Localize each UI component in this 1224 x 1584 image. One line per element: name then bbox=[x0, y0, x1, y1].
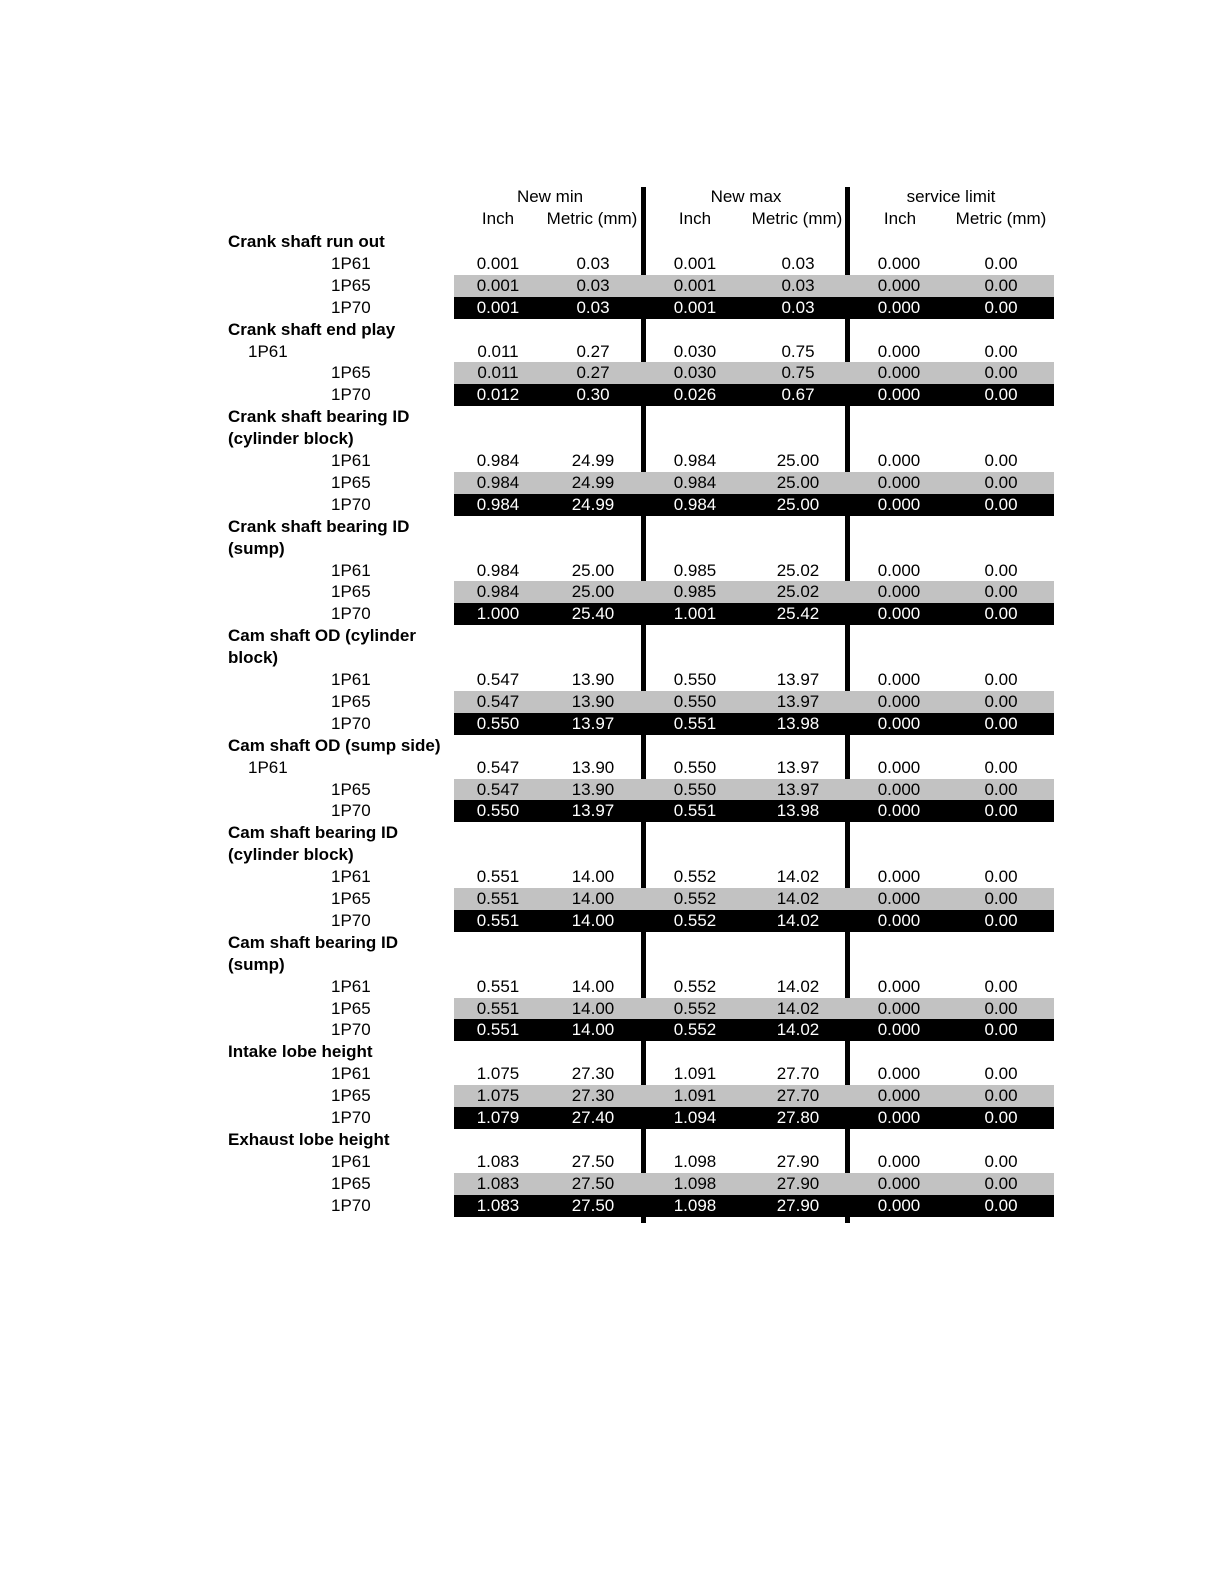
section-title: Crank shaft run out bbox=[228, 232, 385, 251]
value-cell: 27.90 bbox=[776, 1195, 820, 1215]
value-cell: 0.00 bbox=[984, 1151, 1018, 1171]
value-cell: 27.80 bbox=[776, 1108, 820, 1127]
value-cell: 1.079 bbox=[476, 1108, 520, 1127]
value-cell: 14.00 bbox=[571, 910, 615, 930]
value-cell: 0.001 bbox=[673, 297, 717, 317]
value-cell: 0.00 bbox=[984, 691, 1018, 711]
col-header-metric: Metric (mm) bbox=[955, 209, 1047, 228]
value-cell: 0.00 bbox=[984, 253, 1018, 273]
model-label: 1P61 bbox=[331, 451, 371, 470]
value-cell: 0.000 bbox=[877, 604, 921, 624]
value-cell: 0.030 bbox=[673, 363, 717, 383]
value-cell: 0.550 bbox=[476, 713, 520, 733]
table-row bbox=[0, 888, 1224, 910]
value-cell: 0.00 bbox=[984, 889, 1018, 908]
value-cell: 0.552 bbox=[673, 998, 717, 1018]
section-title: Cam shaft OD (sump side) bbox=[228, 735, 441, 755]
model-label: 1P61 bbox=[331, 976, 371, 996]
value-cell: 25.02 bbox=[776, 560, 820, 580]
table-row bbox=[0, 603, 1224, 625]
value-cell: 0.000 bbox=[877, 385, 921, 405]
value-cell: 0.000 bbox=[877, 582, 921, 602]
value-cell: 0.000 bbox=[877, 801, 921, 821]
value-cell: 0.012 bbox=[476, 385, 520, 405]
value-cell: 0.550 bbox=[673, 779, 717, 799]
section-title: Cam shaft bearing ID bbox=[228, 823, 399, 843]
value-cell: 0.001 bbox=[476, 253, 520, 273]
value-cell: 13.97 bbox=[776, 757, 820, 777]
table-row bbox=[0, 560, 1224, 582]
value-cell: 14.00 bbox=[571, 976, 615, 996]
value-cell: 1.094 bbox=[673, 1108, 717, 1127]
value-cell: 0.000 bbox=[877, 757, 921, 777]
model-label: 1P61 bbox=[331, 560, 371, 580]
value-cell: 0.984 bbox=[476, 451, 520, 470]
value-cell: 0.00 bbox=[984, 998, 1018, 1018]
model-label: 1P70 bbox=[331, 385, 371, 405]
value-cell: 14.02 bbox=[776, 998, 820, 1018]
value-cell: 0.000 bbox=[877, 889, 921, 908]
value-cell: 0.00 bbox=[984, 472, 1018, 492]
value-cell: 0.00 bbox=[984, 1108, 1018, 1127]
value-cell: 25.42 bbox=[776, 604, 820, 624]
value-cell: 13.98 bbox=[776, 713, 820, 733]
table-row bbox=[0, 910, 1224, 932]
value-cell: 0.547 bbox=[476, 691, 520, 711]
value-cell: 13.98 bbox=[776, 801, 820, 821]
value-cell: 0.000 bbox=[877, 1086, 921, 1106]
value-cell: 0.00 bbox=[984, 604, 1018, 624]
value-cell: 13.90 bbox=[571, 779, 615, 799]
value-cell: 25.00 bbox=[776, 472, 820, 492]
value-cell: 14.00 bbox=[571, 1020, 615, 1040]
value-cell: 1.083 bbox=[476, 1151, 520, 1171]
value-cell: 1.098 bbox=[673, 1151, 717, 1171]
model-label: 1P70 bbox=[331, 713, 371, 733]
value-cell: 0.551 bbox=[476, 976, 520, 996]
value-cell: 13.97 bbox=[776, 779, 820, 799]
table-row bbox=[0, 362, 1224, 384]
section-title: (cylinder block) bbox=[228, 429, 354, 449]
col-header-inch: Inch bbox=[883, 209, 917, 228]
model-label: 1P65 bbox=[331, 691, 371, 711]
value-cell: 0.000 bbox=[877, 867, 921, 887]
table-row bbox=[0, 1019, 1224, 1041]
value-cell: 0.552 bbox=[673, 867, 717, 887]
value-cell: 0.000 bbox=[877, 691, 921, 711]
col-header-metric: Metric (mm) bbox=[546, 209, 638, 228]
value-cell: 0.00 bbox=[984, 275, 1018, 295]
value-cell: 0.03 bbox=[576, 297, 610, 317]
value-cell: 0.000 bbox=[877, 910, 921, 930]
table-row bbox=[0, 384, 1224, 406]
group-header-service-limit: service limit bbox=[906, 187, 996, 206]
value-cell: 0.551 bbox=[476, 910, 520, 930]
table-row bbox=[0, 800, 1224, 822]
section-title: Exhaust lobe height bbox=[228, 1129, 390, 1149]
model-label: 1P70 bbox=[331, 297, 371, 317]
value-cell: 0.984 bbox=[476, 494, 520, 514]
table-row bbox=[0, 1085, 1224, 1107]
group-header-new-max: New max bbox=[710, 187, 782, 206]
table-row bbox=[0, 757, 1224, 779]
value-cell: 14.02 bbox=[776, 910, 820, 930]
model-label: 1P65 bbox=[331, 998, 371, 1018]
value-cell: 0.984 bbox=[673, 451, 717, 470]
value-cell: 0.030 bbox=[673, 341, 717, 361]
table-row bbox=[0, 1151, 1224, 1173]
model-label: 1P70 bbox=[331, 604, 371, 624]
value-cell: 0.00 bbox=[984, 1020, 1018, 1040]
value-cell: 0.000 bbox=[877, 297, 921, 317]
value-cell: 0.551 bbox=[476, 998, 520, 1018]
value-cell: 0.00 bbox=[984, 363, 1018, 383]
model-label: 1P61 bbox=[331, 1064, 371, 1084]
value-cell: 0.552 bbox=[673, 1020, 717, 1040]
value-cell: 25.02 bbox=[776, 582, 820, 602]
value-cell: 0.001 bbox=[673, 275, 717, 295]
value-cell: 0.011 bbox=[477, 363, 519, 383]
value-cell: 27.50 bbox=[571, 1195, 615, 1215]
value-cell: 0.000 bbox=[877, 976, 921, 996]
model-label: 1P61 bbox=[331, 1151, 371, 1171]
model-label: 1P65 bbox=[331, 1173, 371, 1193]
value-cell: 0.551 bbox=[673, 801, 717, 821]
value-cell: 0.550 bbox=[673, 691, 717, 711]
value-cell: 0.001 bbox=[673, 253, 717, 273]
value-cell: 0.000 bbox=[877, 451, 921, 470]
value-cell: 0.000 bbox=[877, 560, 921, 580]
value-cell: 0.551 bbox=[476, 867, 520, 887]
value-cell: 0.984 bbox=[673, 472, 717, 492]
value-cell: 0.550 bbox=[673, 757, 717, 777]
table-row bbox=[0, 976, 1224, 998]
value-cell: 14.02 bbox=[776, 976, 820, 996]
section-title: (sump) bbox=[228, 538, 285, 558]
table-row bbox=[0, 1107, 1224, 1129]
value-cell: 25.00 bbox=[776, 494, 820, 514]
value-cell: 0.000 bbox=[877, 998, 921, 1018]
value-cell: 0.03 bbox=[576, 275, 610, 295]
value-cell: 27.50 bbox=[571, 1151, 615, 1171]
value-cell: 0.011 bbox=[477, 341, 519, 361]
value-cell: 0.00 bbox=[984, 910, 1018, 930]
table-row bbox=[0, 450, 1224, 472]
value-cell: 1.091 bbox=[673, 1086, 717, 1106]
value-cell: 27.70 bbox=[776, 1086, 820, 1106]
model-label: 1P65 bbox=[331, 275, 371, 295]
model-label: 1P70 bbox=[331, 1108, 371, 1127]
value-cell: 25.00 bbox=[776, 451, 820, 470]
value-cell: 0.551 bbox=[476, 1020, 520, 1040]
table-row bbox=[0, 998, 1224, 1020]
value-cell: 14.00 bbox=[571, 867, 615, 887]
value-cell: 0.551 bbox=[476, 889, 520, 908]
section-title: Crank shaft bearing ID bbox=[228, 407, 410, 427]
value-cell: 0.001 bbox=[476, 297, 520, 317]
section-title: Intake lobe height bbox=[228, 1042, 373, 1062]
value-cell: 14.00 bbox=[571, 998, 615, 1018]
col-header-metric: Metric (mm) bbox=[751, 209, 843, 228]
model-label: 1P70 bbox=[331, 494, 371, 514]
model-label: 1P65 bbox=[331, 472, 371, 492]
model-label: 1P61 bbox=[331, 670, 371, 689]
value-cell: 0.000 bbox=[877, 494, 921, 514]
value-cell: 0.552 bbox=[673, 910, 717, 930]
section-title: Crank shaft end play bbox=[228, 319, 396, 339]
value-cell: 0.552 bbox=[673, 976, 717, 996]
value-cell: 0.000 bbox=[877, 1020, 921, 1040]
section-title: Cam shaft OD (cylinder bbox=[228, 626, 416, 646]
value-cell: 0.000 bbox=[877, 472, 921, 492]
model-label: 1P65 bbox=[331, 363, 371, 383]
table-row bbox=[0, 253, 1224, 275]
value-cell: 0.000 bbox=[877, 779, 921, 799]
value-cell: 0.547 bbox=[476, 670, 520, 689]
model-label: 1P61 bbox=[248, 341, 288, 361]
value-cell: 13.97 bbox=[571, 801, 615, 821]
table-row bbox=[0, 866, 1224, 888]
table-row bbox=[0, 1063, 1224, 1085]
table-row bbox=[0, 494, 1224, 516]
value-cell: 25.40 bbox=[571, 604, 615, 624]
table-row bbox=[0, 691, 1224, 713]
value-cell: 0.03 bbox=[781, 275, 815, 295]
table-row bbox=[0, 275, 1224, 297]
model-label: 1P61 bbox=[331, 867, 371, 887]
value-cell: 1.083 bbox=[476, 1195, 520, 1215]
value-cell: 1.001 bbox=[673, 604, 717, 624]
value-cell: 0.000 bbox=[877, 670, 921, 689]
value-cell: 0.00 bbox=[984, 670, 1018, 689]
value-cell: 13.97 bbox=[776, 691, 820, 711]
value-cell: 0.00 bbox=[984, 297, 1018, 317]
value-cell: 0.00 bbox=[984, 494, 1018, 514]
value-cell: 0.000 bbox=[877, 713, 921, 733]
value-cell: 1.075 bbox=[476, 1086, 520, 1106]
value-cell: 14.00 bbox=[571, 889, 615, 908]
value-cell: 0.000 bbox=[877, 253, 921, 273]
value-cell: 27.70 bbox=[776, 1064, 820, 1084]
section-title: Cam shaft bearing ID bbox=[228, 932, 399, 952]
model-label: 1P70 bbox=[331, 801, 371, 821]
value-cell: 25.00 bbox=[571, 582, 615, 602]
value-cell: 24.99 bbox=[571, 472, 615, 492]
value-cell: 0.552 bbox=[673, 889, 717, 908]
value-cell: 0.00 bbox=[984, 1173, 1018, 1193]
value-cell: 1.000 bbox=[476, 604, 520, 624]
value-cell: 0.000 bbox=[877, 1173, 921, 1193]
value-cell: 0.00 bbox=[984, 1195, 1018, 1215]
value-cell: 0.00 bbox=[984, 341, 1018, 361]
model-label: 1P61 bbox=[331, 253, 371, 273]
value-cell: 0.00 bbox=[984, 560, 1018, 580]
value-cell: 13.97 bbox=[571, 713, 615, 733]
model-label: 1P65 bbox=[331, 779, 371, 799]
value-cell: 0.000 bbox=[877, 1064, 921, 1084]
value-cell: 27.30 bbox=[571, 1064, 615, 1084]
model-label: 1P65 bbox=[331, 889, 371, 908]
value-cell: 0.000 bbox=[877, 1108, 921, 1127]
table-row bbox=[0, 1173, 1224, 1195]
value-cell: 0.00 bbox=[984, 867, 1018, 887]
col-header-inch: Inch bbox=[481, 209, 515, 228]
value-cell: 0.00 bbox=[984, 801, 1018, 821]
section-title: block) bbox=[228, 648, 279, 668]
section-title: (cylinder block) bbox=[228, 845, 354, 865]
value-cell: 14.02 bbox=[776, 1020, 820, 1040]
value-cell: 13.90 bbox=[571, 670, 615, 689]
value-cell: 0.00 bbox=[984, 451, 1018, 470]
value-cell: 0.75 bbox=[781, 341, 815, 361]
value-cell: 24.99 bbox=[571, 494, 615, 514]
value-cell: 0.000 bbox=[877, 341, 921, 361]
value-cell: 0.00 bbox=[984, 582, 1018, 602]
value-cell: 0.001 bbox=[476, 275, 520, 295]
table-row bbox=[0, 779, 1224, 801]
value-cell: 0.00 bbox=[984, 385, 1018, 405]
value-cell: 0.03 bbox=[781, 253, 815, 273]
value-cell: 0.30 bbox=[576, 385, 610, 405]
table-row bbox=[0, 1195, 1224, 1217]
value-cell: 0.551 bbox=[673, 713, 717, 733]
table-row bbox=[0, 581, 1224, 603]
value-cell: 27.50 bbox=[571, 1173, 615, 1193]
section-title: (sump) bbox=[228, 954, 285, 974]
value-cell: 0.00 bbox=[984, 1064, 1018, 1084]
value-cell: 0.03 bbox=[576, 253, 610, 273]
value-cell: 0.026 bbox=[673, 385, 717, 405]
value-cell: 0.547 bbox=[476, 757, 520, 777]
value-cell: 0.000 bbox=[877, 363, 921, 383]
model-label: 1P70 bbox=[331, 910, 371, 930]
value-cell: 0.985 bbox=[673, 560, 717, 580]
value-cell: 1.091 bbox=[673, 1064, 717, 1084]
value-cell: 13.97 bbox=[776, 670, 820, 689]
value-cell: 24.99 bbox=[571, 451, 615, 470]
value-cell: 0.67 bbox=[781, 385, 815, 405]
value-cell: 1.075 bbox=[476, 1064, 520, 1084]
table-row bbox=[0, 669, 1224, 691]
value-cell: 1.083 bbox=[476, 1173, 520, 1193]
model-label: 1P65 bbox=[331, 1086, 371, 1106]
value-cell: 1.098 bbox=[673, 1173, 717, 1193]
value-cell: 27.30 bbox=[571, 1086, 615, 1106]
value-cell: 0.000 bbox=[877, 1195, 921, 1215]
value-cell: 0.984 bbox=[673, 494, 717, 514]
value-cell: 0.000 bbox=[877, 1151, 921, 1171]
value-cell: 0.00 bbox=[984, 757, 1018, 777]
value-cell: 27.90 bbox=[776, 1173, 820, 1193]
value-cell: 0.984 bbox=[476, 472, 520, 492]
value-cell: 0.00 bbox=[984, 779, 1018, 799]
section-title: Crank shaft bearing ID bbox=[228, 516, 410, 536]
value-cell: 0.985 bbox=[673, 582, 717, 602]
value-cell: 13.90 bbox=[571, 691, 615, 711]
value-cell: 0.27 bbox=[576, 341, 610, 361]
table-row bbox=[0, 341, 1224, 363]
value-cell: 0.550 bbox=[673, 670, 717, 689]
table-row bbox=[0, 713, 1224, 735]
value-cell: 14.02 bbox=[776, 889, 820, 908]
value-cell: 0.27 bbox=[576, 363, 610, 383]
model-label: 1P70 bbox=[331, 1195, 371, 1215]
value-cell: 1.098 bbox=[673, 1195, 717, 1215]
value-cell: 0.984 bbox=[476, 560, 520, 580]
value-cell: 0.00 bbox=[984, 976, 1018, 996]
value-cell: 0.00 bbox=[984, 1086, 1018, 1106]
model-label: 1P70 bbox=[331, 1020, 371, 1040]
value-cell: 0.547 bbox=[476, 779, 520, 799]
value-cell: 27.90 bbox=[776, 1151, 820, 1171]
value-cell: 0.00 bbox=[984, 713, 1018, 733]
value-cell: 0.984 bbox=[476, 582, 520, 602]
model-label: 1P61 bbox=[248, 757, 288, 777]
value-cell: 0.03 bbox=[781, 297, 815, 317]
value-cell: 25.00 bbox=[571, 560, 615, 580]
value-cell: 0.75 bbox=[781, 363, 815, 383]
value-cell: 13.90 bbox=[571, 757, 615, 777]
col-header-inch: Inch bbox=[678, 209, 712, 228]
model-label: 1P65 bbox=[331, 582, 371, 602]
table-row bbox=[0, 472, 1224, 494]
value-cell: 14.02 bbox=[776, 867, 820, 887]
value-cell: 27.40 bbox=[571, 1108, 615, 1127]
value-cell: 0.000 bbox=[877, 275, 921, 295]
group-header-new-min: New min bbox=[516, 187, 584, 206]
value-cell: 0.550 bbox=[476, 801, 520, 821]
table-row bbox=[0, 297, 1224, 319]
